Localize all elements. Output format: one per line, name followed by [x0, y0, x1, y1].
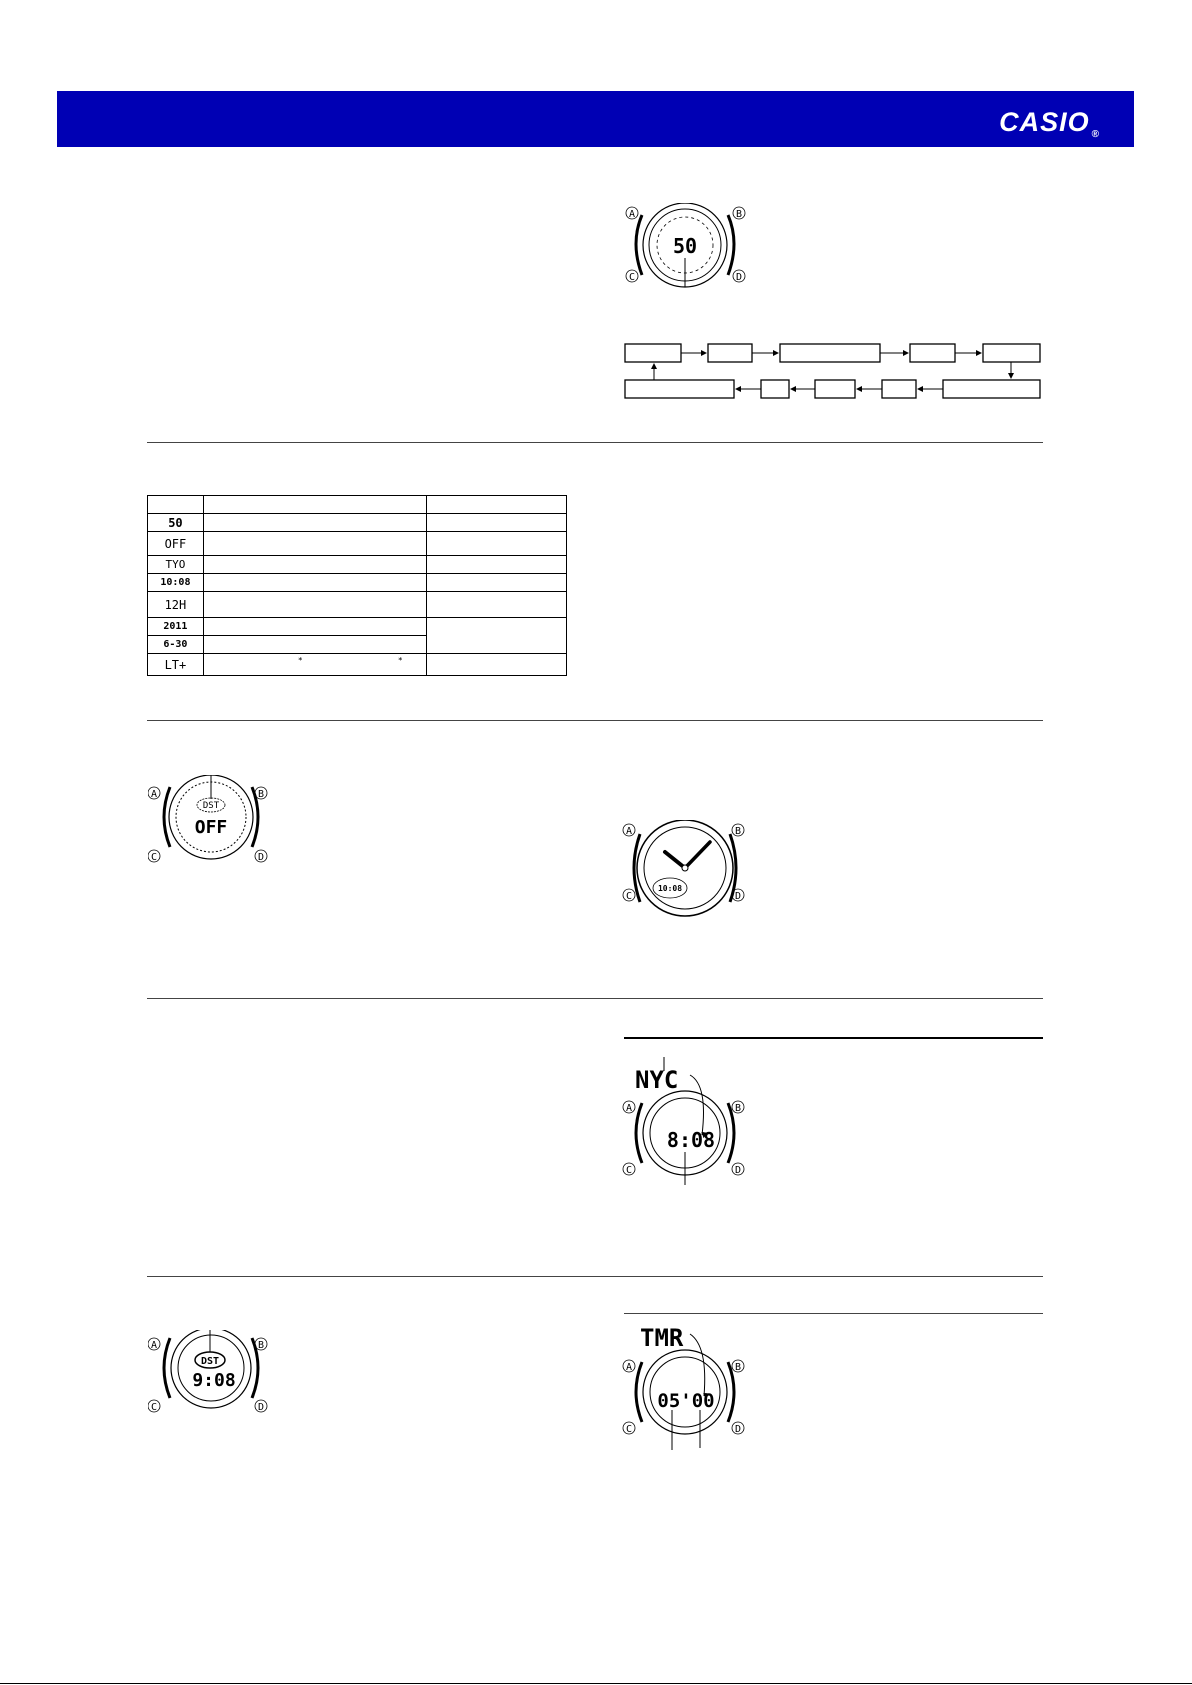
- button-b-label: B: [258, 789, 265, 800]
- settings-table: [147, 495, 567, 676]
- casio-logo: CASIO ®: [999, 107, 1100, 140]
- button-c-label: C: [626, 1165, 633, 1176]
- button-c-label: C: [151, 1402, 158, 1413]
- time-display: 05'00: [657, 1390, 715, 1412]
- flow-box: [625, 344, 681, 362]
- button-d-label: D: [735, 891, 742, 902]
- button-c-label: C: [151, 852, 158, 863]
- button-b-label: B: [735, 1103, 742, 1114]
- flow-box: [761, 380, 789, 398]
- flow-box: [780, 344, 880, 362]
- watch-figure-5: [148, 1330, 273, 1415]
- flow-box: [910, 344, 955, 362]
- watch-figure-6: [620, 1320, 750, 1455]
- watch-figure-3: [620, 820, 750, 920]
- button-d-label: D: [735, 1165, 742, 1176]
- flow-box: [815, 380, 855, 398]
- section-divider: [147, 998, 1043, 999]
- button-b-label: B: [258, 1340, 265, 1351]
- button-d-label: D: [258, 1402, 265, 1413]
- button-b-label: B: [735, 826, 742, 837]
- flow-box: [983, 344, 1040, 362]
- table-row: LT+ * *: [148, 654, 567, 676]
- inline-mark: *: [397, 656, 403, 665]
- sub-display-value: 10:08: [657, 884, 683, 893]
- button-a-label: A: [151, 1340, 158, 1351]
- button-a-label: A: [626, 1362, 633, 1373]
- city-code: NYC: [635, 1066, 679, 1094]
- flow-box: [943, 380, 1040, 398]
- button-d-label: D: [736, 272, 743, 283]
- table-row: TYO: [148, 556, 567, 574]
- flow-box: [625, 380, 734, 398]
- flow-box: [882, 380, 916, 398]
- time-display: 9:08: [192, 1370, 236, 1391]
- button-d-label: D: [735, 1424, 742, 1435]
- setting-sequence-flowchart: [620, 340, 1045, 404]
- button-c-label: C: [629, 272, 636, 283]
- button-d-label: D: [258, 852, 265, 863]
- timer-label: TMR: [640, 1324, 684, 1352]
- section-divider: [147, 442, 1043, 443]
- flow-box: [708, 344, 752, 362]
- table-row: 6-30: [148, 636, 567, 654]
- button-a-label: A: [626, 826, 633, 837]
- button-a-label: A: [629, 209, 636, 220]
- table-row: 10:08: [148, 574, 567, 592]
- button-c-label: C: [626, 1424, 633, 1435]
- table-header-row: [148, 496, 567, 514]
- watch-figure-2: [148, 775, 273, 865]
- table-row: 50: [148, 514, 567, 532]
- button-b-label: B: [736, 209, 743, 220]
- button-b-label: B: [735, 1362, 742, 1373]
- button-a-label: A: [151, 789, 158, 800]
- inline-mark: *: [297, 656, 303, 665]
- table-row: 12H: [148, 592, 567, 618]
- subsection-rule: [624, 1037, 1043, 1039]
- watch-figure-1: [620, 203, 750, 293]
- time-display: 8:08: [666, 1128, 716, 1152]
- header-bar: [57, 91, 1134, 147]
- dst-badge: DST: [200, 1356, 220, 1367]
- button-c-label: C: [626, 891, 633, 902]
- section-divider: [147, 720, 1043, 721]
- button-a-label: A: [626, 1103, 633, 1114]
- page-bottom-rule: [0, 1683, 1192, 1684]
- display-value: 50: [672, 234, 698, 258]
- dst-indicator: DST: [202, 801, 220, 811]
- display-value: OFF: [194, 817, 228, 838]
- table-row: OFF: [148, 532, 567, 556]
- section-divider: [147, 1276, 1043, 1277]
- subsection-rule: [624, 1313, 1043, 1314]
- table-row: 2011: [148, 618, 567, 636]
- watch-figure-4: [620, 1055, 750, 1190]
